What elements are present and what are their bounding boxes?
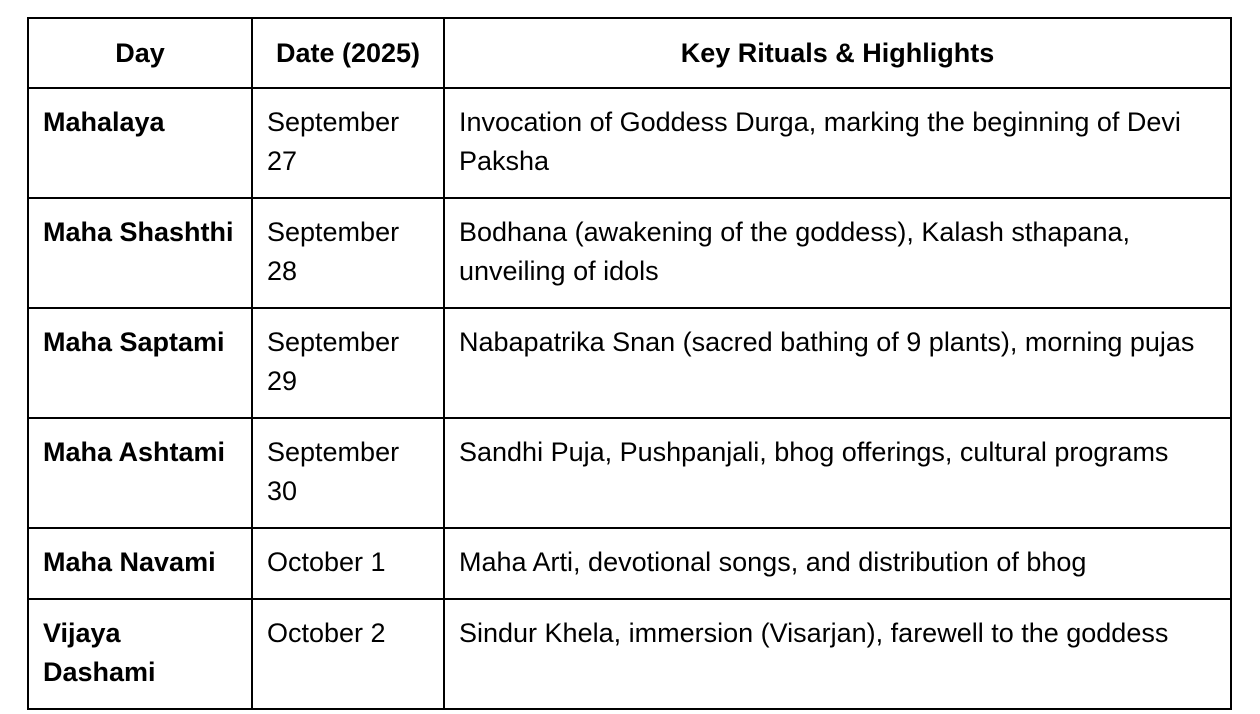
cell-rituals: Nabapatrika Snan (sacred bathing of 9 plants), morning pujas [444, 308, 1231, 418]
cell-day: Maha Saptami [28, 308, 252, 418]
cell-rituals: Invocation of Goddess Durga, marking the beginning of Devi Paksha [444, 88, 1231, 198]
cell-date: September 27 [252, 88, 444, 198]
table-row [28, 528, 1231, 599]
cell-date: September 30 [252, 418, 444, 528]
schedule-table [27, 17, 1232, 710]
cell-day: Mahalaya [28, 88, 252, 198]
table-row [28, 198, 1231, 308]
header-date: Date (2025) [252, 18, 444, 88]
cell-day: Vijaya Dashami [28, 599, 252, 709]
cell-day: Maha Shashthi [28, 198, 252, 308]
cell-day: Maha Navami [28, 528, 252, 599]
cell-rituals: Sandhi Puja, Pushpanjali, bhog offerings, cultural programs [444, 418, 1231, 528]
cell-rituals: Bodhana (awakening of the goddess), Kalash sthapana, unveiling of idols [444, 198, 1231, 308]
cell-date: September 28 [252, 198, 444, 308]
table-header-row [28, 18, 1231, 88]
cell-date: October 1 [252, 528, 444, 599]
table-row [28, 308, 1231, 418]
cell-date: September 29 [252, 308, 444, 418]
durga-puja-schedule [27, 17, 1232, 710]
table-row [28, 88, 1231, 198]
header-rituals: Key Rituals & Highlights [444, 18, 1231, 88]
table-row [28, 599, 1231, 709]
cell-day: Maha Ashtami [28, 418, 252, 528]
header-day: Day [28, 18, 252, 88]
cell-date: October 2 [252, 599, 444, 709]
cell-rituals: Sindur Khela, immersion (Visarjan), farewell to the goddess [444, 599, 1231, 709]
cell-rituals: Maha Arti, devotional songs, and distribution of bhog [444, 528, 1231, 599]
table-row [28, 418, 1231, 528]
